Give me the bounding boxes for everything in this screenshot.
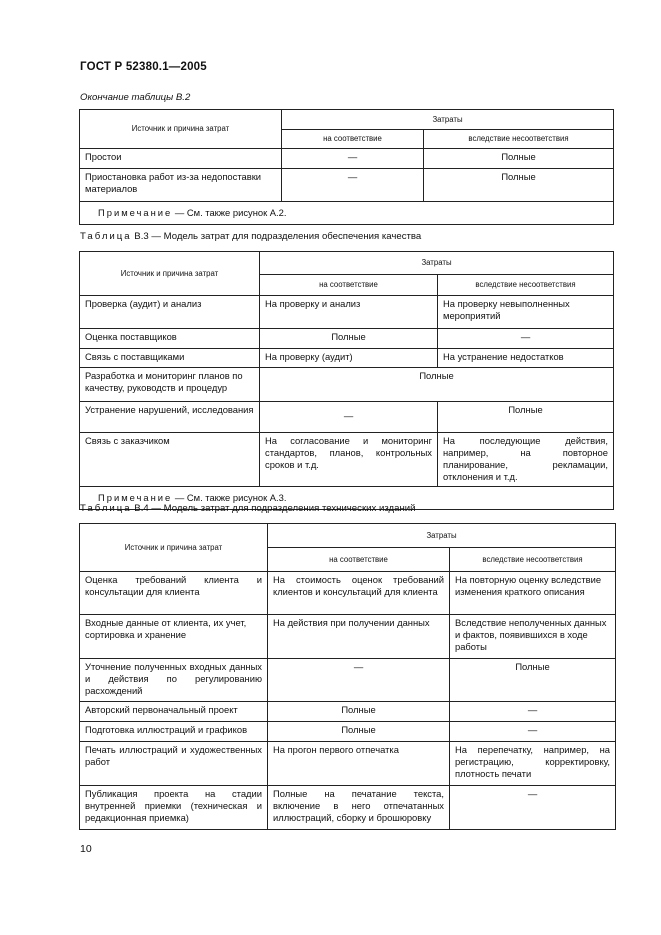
table-label: Таблица	[80, 231, 132, 242]
row-conformance: —	[260, 402, 438, 433]
row-conformance: На прогон первого отпечатка	[268, 742, 450, 786]
table-b3-caption	[80, 231, 421, 243]
row-source: Подготовка иллюстраций и графиков	[80, 722, 268, 742]
row-nonconformance: —	[450, 722, 616, 742]
table-row	[80, 329, 614, 349]
row-nonconformance: На последующие действия, например, на повторное планирование, рекламации, отклонения и т.д.	[438, 433, 614, 487]
header-source: Источник и причина затрат	[80, 252, 260, 296]
table-row	[80, 296, 614, 329]
row-source: Приостановка работ из-за недопоставки материалов	[80, 169, 282, 202]
document-header: ГОСТ Р 52380.1—2005	[80, 61, 207, 73]
row-nonconformance: На проверку невыполненных мероприятий	[438, 296, 614, 329]
row-nonconformance: —	[450, 702, 616, 722]
row-merged: Полные	[260, 368, 614, 402]
note-text: — См. также рисунок А.2.	[172, 207, 287, 218]
row-source: Устранение нарушений, исследования	[80, 402, 260, 433]
table-row	[80, 742, 616, 786]
header-nonconformance: вследствие несоответствия	[450, 548, 616, 572]
row-conformance: На проверку и анализ	[260, 296, 438, 329]
table-row	[80, 615, 616, 659]
row-nonconformance: На перепечатку, например, на регистрацию, корректировку, плотность печати	[450, 742, 616, 786]
row-nonconformance: —	[450, 786, 616, 830]
table-row	[80, 786, 616, 830]
table-row	[80, 402, 614, 433]
row-nonconformance: Полные	[450, 659, 616, 702]
note-label: Примечание	[98, 492, 173, 504]
note-label: Примечание	[98, 207, 173, 218]
table-row	[80, 368, 614, 402]
table-title: В.3 — Модель затрат для подразделения обеспечения качества	[131, 231, 422, 242]
row-conformance: Полные на печатание текста, включение в него отпечатанных иллюстраций, сборку и брошюровку	[268, 786, 450, 830]
table-title: В.4 — Модель затрат для подразделения технических изданий	[131, 503, 416, 514]
row-conformance: —	[282, 169, 424, 202]
row-conformance: —	[268, 659, 450, 702]
row-nonconformance: Полные	[438, 402, 614, 433]
row-nonconformance: На устранение недостатков	[438, 349, 614, 368]
row-nonconformance: Вследствие неполученных данных и фактов, появившихся в ходе работы	[450, 615, 616, 659]
note-text: — См. также рисунок А.3.	[172, 492, 287, 504]
header-conformance: на соответствие	[260, 275, 438, 296]
row-conformance: На проверку (аудит)	[260, 349, 438, 368]
table-row	[80, 659, 616, 702]
row-nonconformance: Полные	[424, 169, 614, 202]
row-conformance: На стоимость оценок требований клиентов и консультаций для клиента	[268, 572, 450, 615]
table-row	[80, 349, 614, 368]
row-nonconformance: На повторную оценку вследствие изменения краткого описания	[450, 572, 616, 615]
header-source: Источник и причина затрат	[80, 110, 282, 149]
row-source: Уточнение полученных входных данных и действия по регулированию расхождений	[80, 659, 268, 702]
row-source: Авторский первоначальный проект	[80, 702, 268, 722]
row-source: Разработка и мониторинг планов по качеству, руководств и процедур	[80, 368, 260, 402]
table-b3	[79, 251, 614, 510]
header-conformance: на соответствие	[268, 548, 450, 572]
row-conformance: —	[282, 149, 424, 169]
table-row	[80, 169, 614, 202]
row-source: Публикация проекта на стадии внутренней приемки (техническая и редакционная приемка)	[80, 786, 268, 830]
row-source: Связь с заказчиком	[80, 433, 260, 487]
header-nonconformance: вследствие несоответствия	[424, 130, 614, 149]
table-note	[80, 202, 614, 225]
table-row	[80, 722, 616, 742]
table-label: Таблица	[80, 503, 132, 514]
header-costs: Затраты	[282, 110, 614, 130]
header-nonconformance: вследствие несоответствия	[438, 275, 614, 296]
row-conformance: На согласование и мониторинг стандартов, планов, контрольных сроков и т.д.	[260, 433, 438, 487]
table-b2-caption: Окончание таблицы B.2	[80, 92, 191, 103]
page-number: 10	[80, 843, 92, 855]
row-source: Входные данные от клиента, их учет, сортировка и хранение	[80, 615, 268, 659]
header-source: Источник и причина затрат	[80, 524, 268, 572]
table-b4-caption	[80, 503, 415, 515]
table-row	[80, 572, 616, 615]
row-source: Печать иллюстраций и художественных работ	[80, 742, 268, 786]
row-nonconformance: —	[438, 329, 614, 349]
row-source: Оценка требований клиента и консультации для клиента	[80, 572, 268, 615]
row-source: Простои	[80, 149, 282, 169]
header-conformance: на соответствие	[282, 130, 424, 149]
table-b2	[79, 109, 614, 225]
row-source: Связь с поставщиками	[80, 349, 260, 368]
table-row	[80, 149, 614, 169]
row-conformance: Полные	[268, 702, 450, 722]
row-source: Проверка (аудит) и анализ	[80, 296, 260, 329]
row-conformance: Полные	[268, 722, 450, 742]
table-row	[80, 702, 616, 722]
row-source: Оценка поставщиков	[80, 329, 260, 349]
table-row	[80, 433, 614, 487]
header-costs: Затраты	[268, 524, 616, 548]
row-merged: Полные	[260, 329, 438, 349]
row-conformance: На действия при получении данных	[268, 615, 450, 659]
row-nonconformance: Полные	[424, 149, 614, 169]
table-note-row	[80, 202, 614, 225]
header-costs: Затраты	[260, 252, 614, 275]
table-b4	[79, 523, 616, 830]
